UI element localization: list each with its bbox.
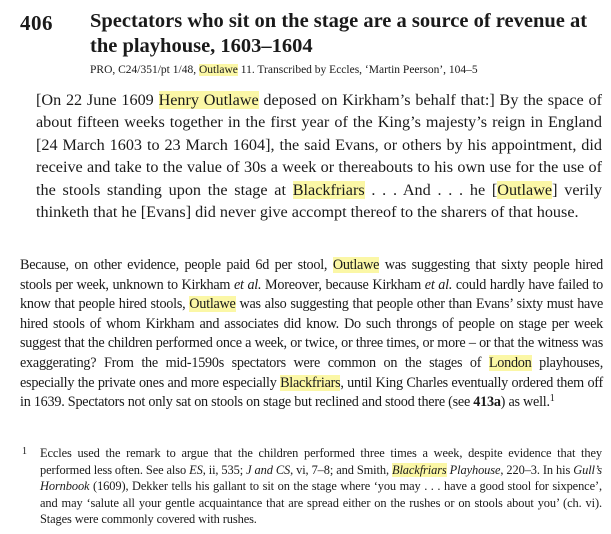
deposition-quote: [On 22 June 1609 Henry Outlawe deposed on Kirkham’s behalf that:] By the space of about fifteen weeks together in the first year of the King’s majesty’s reign in England [24 March 1603 to 23 March 1604], the said Evans, or others by his appointment, did receive and take to the value of 30s a week or thereabouts to his own use for the use of the stools standing upon the stage at Blackfriars . . . And . . . he [Outlawe] verily thinketh that he [Evans] did never give accompt thereof to the sharers of that house. <box>36 91 603 222</box>
highlight-outlawe: Outlawe <box>198 64 238 76</box>
document-number: 406 <box>20 11 53 35</box>
highlight-blackfriars: Blackfriars <box>292 180 365 199</box>
footnote-text: Eccles used the remark to argue that the children performed three times a week, despite evidence that they performed less often. See also ES, ii, 535; J and CS, vi, 7–8; and Smith, Blackfriars Playhouse, 220–3. In his Gull’s Hornbook (1609), Dekker tells his gallant to sit on the stage where ‘you may . . . have a good stool for sixpence’, and may ‘salute all your gentle acquaintance that are spread either on the rushes or on stools about you’ (ch. vi). Stages were commonly covered with rushes. <box>40 446 603 527</box>
footnote-number: 1 <box>22 446 27 457</box>
highlight-outlawe: Outlawe <box>189 296 236 313</box>
highlight-outlawe: Outlawe <box>332 257 380 273</box>
highlight-outlawe: Outlawe <box>497 180 553 199</box>
highlight-blackfriars: Blackfriars <box>391 462 447 477</box>
cross-reference: 413a <box>473 394 501 411</box>
highlight-henry-outlawe: Henry Outlawe <box>158 91 259 109</box>
source-citation: PRO, C24/351/pt 1/48, Outlawe 11. Transcribed by Eccles, ‘Martin Peerson’, 104–5 <box>90 64 478 76</box>
commentary-paragraph: Because, on other evidence, people paid 6d per stool, Outlawe was suggesting that sixty people hired stools per week, unknown to Kirkham et al. Moreover, because Kirkham et al. could hardly have failed to know that people hired stools, Outlawe was also suggesting that people other than Evans’ sixty must have hired stools of whom Kirkham and associates did know. Do such throngs of people on stage per week suggest that the children performed once a week, or twice, or three times, or more – or that the witness was exaggerating? From the mid-1590s spectators were common on the stages of London playhouses, especially the private ones and more especially Blackfriars, until King Charles eventually ordered them off in 1639. Spectators not only sat on stools on stage but reclined and stood there (see 413a) as well.$^1$ <box>20 257 604 411</box>
document-title: Spectators who sit on the stage are a source of revenue at the playhouse, 1603–1604 <box>90 10 588 57</box>
highlight-blackfriars: Blackfriars <box>280 374 341 391</box>
highlight-london: London <box>488 354 532 371</box>
footnote-marker: 1 <box>549 393 555 405</box>
footnote <box>22 445 602 528</box>
